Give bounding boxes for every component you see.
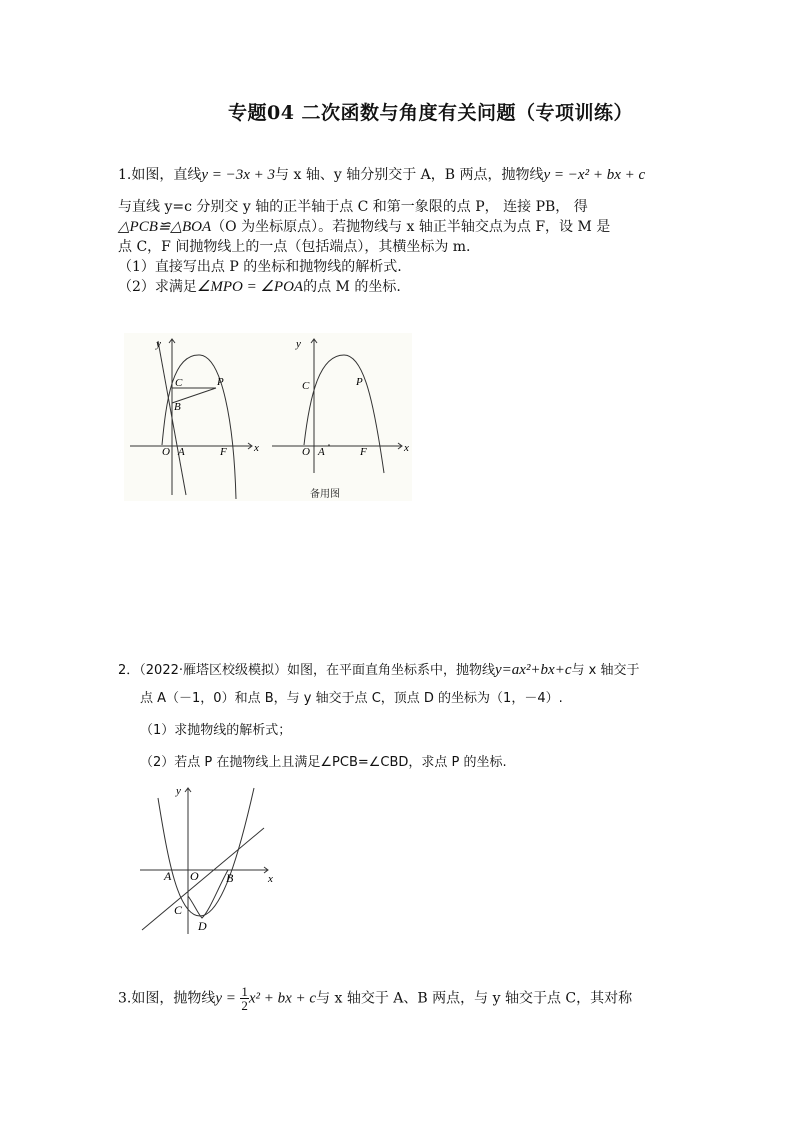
q1-backup-label-y: y [296,338,301,350]
q3-frac-num: 1 [241,984,248,999]
q1-line2: 与直线 y=c 分别交 y 轴的正半轴于点 C 和第一象限的点 P， 连接 PB， 得 [118,199,588,215]
q1-congruence: △PCB≌△BOA [118,219,212,235]
q2-label-c: C [174,903,183,917]
q1-sub2 [118,277,401,297]
q2-line1-suffix: 与 x 轴交于 [571,663,640,678]
q1-line1-text: 1.如图，直线 [118,167,202,183]
q3-frac-den: 2 [241,998,248,1013]
q2-line2: 点 A（－1，0）和点 B，与 y 轴交于点 C，顶点 D 的坐标为（1，－4）. [140,691,563,706]
q1-backup-label-x: x [404,442,409,454]
q1-sub2-prefix: （2）求满足 [118,279,197,295]
q1-sub1: （1）直接写出点 P 的坐标和抛物线的解析式. [118,259,402,275]
q1-graph-svg [124,333,412,501]
q1-label-c: C [175,377,183,389]
q2-label-o: O [190,869,199,883]
q1-label-b: B [174,401,181,413]
q1-backup-label-f: F [360,446,367,458]
q1-parabola [162,355,236,499]
q3-fraction [240,985,249,1012]
q3-prefix: 3.如图，抛物线 [118,990,216,1007]
page-title: 专题04 二次函数与角度有关问题（专项训练） [228,102,634,124]
q2-line-cb [142,828,264,930]
q2-label-y: y [176,785,181,797]
q1-line4: 点 C，F 间抛物线上的一点（包括端点），其横坐标为 m. [118,239,471,255]
q1-line-equation: y = −3x + 3 [201,167,276,183]
q3-eq-y: y = [215,990,236,1007]
q1-backup-parabola [304,355,384,473]
q1-label-y: y [156,338,161,350]
q2-parabola-equation: y=ax²+bx+c [495,662,572,678]
q1-backup-label-p: P [356,376,363,388]
q2-label-b: B [226,871,234,885]
q1-angle-condition: ∠MPO = ∠POA [196,279,304,295]
q2-line1 [118,660,639,681]
q1-label-x: x [254,442,259,454]
q1-backup-label-a: A [318,446,325,458]
q3-eq-rest: x² + bx + c [248,990,317,1007]
q1-label-f: F [220,446,227,458]
q1-sub2-suffix: 的点 M 的坐标. [303,279,401,295]
q1-line3 [118,217,610,237]
q2-line1-text: 2．（2022·雁塔区校级模拟）如图，在平面直角坐标系中，抛物线 [118,663,495,678]
q1-backup-label-o: O [302,446,310,458]
q1-parabola-equation: y = −x² + bx + c [543,167,646,183]
q2-figure [136,780,284,936]
q1-backup-label-c: C [302,380,310,392]
q1-label-a: A [178,446,185,458]
q1-label-p: P [217,376,224,388]
q1-figure [124,333,412,501]
q2-label-d: D [198,919,207,933]
q2-label-x: x [268,873,273,885]
q2-parabola [158,788,254,916]
q1-line1 [118,165,645,185]
q3-line1 [118,985,632,1012]
q1-line3-text: （O 为坐标原点）。若抛物线与 x 轴正半轴交点为点 F，设 M 是 [211,219,611,235]
q2-label-a: A [164,869,172,883]
q3-suffix: 与 x 轴交于 A、B 两点，与 y 轴交于点 C，其对称 [316,990,633,1007]
q2-graph-svg [136,780,284,936]
q2-sub2: （2）若点 P 在抛物线上且满足∠PCB=∠CBD，求点 P 的坐标. [140,755,507,770]
q1-label-o: O [162,446,170,458]
q1-backup-caption: 备用图 [310,489,340,500]
q1-line1-mid-text: 与 x 轴、y 轴分别交于 A，B 两点，抛物线 [275,167,544,183]
q2-sub1: （1）求抛物线的解析式； [140,723,292,738]
